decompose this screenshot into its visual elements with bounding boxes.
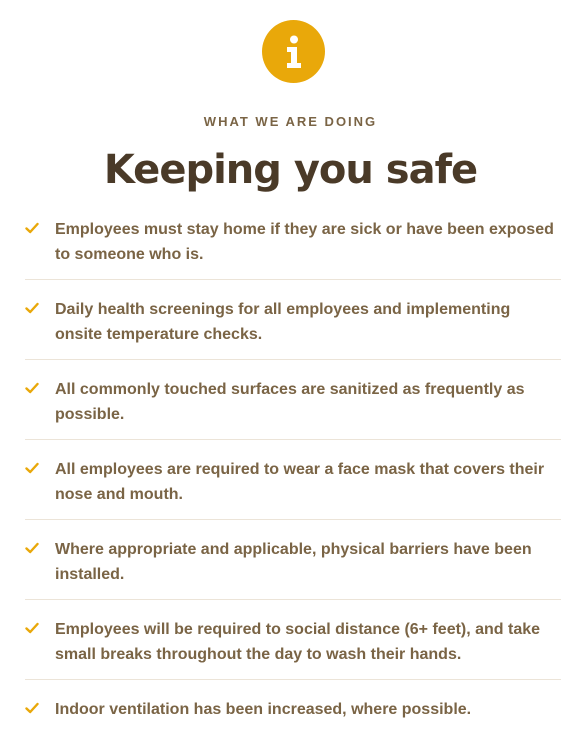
- list-item: [25, 440, 561, 520]
- checkmark-icon: [25, 302, 39, 314]
- list-item-text: Employees must stay home if they are sick or have been exposed to someone who is.: [55, 221, 554, 263]
- safety-measures-list: [25, 200, 561, 746]
- list-item: [25, 280, 561, 360]
- list-item-text: Employees will be required to social distance (6+ feet), and take small breaks throughout the day to wash their hands.: [55, 621, 541, 663]
- info-icon: [262, 20, 325, 83]
- list-item-text: All commonly touched surfaces are sanitized as frequently as possible.: [55, 381, 525, 423]
- list-item-text: All employees are required to wear a face mask that covers their nose and mouth.: [55, 461, 545, 503]
- list-item-text: Indoor ventilation has been increased, where possible.: [55, 701, 472, 718]
- checkmark-icon: [25, 222, 39, 234]
- list-item: [25, 520, 561, 600]
- list-item-text: Daily health screenings for all employees and implementing onsite temperature checks.: [55, 301, 511, 343]
- checkmark-icon: [25, 382, 39, 394]
- checkmark-icon: [25, 542, 39, 554]
- page-title: Keeping you safe: [103, 147, 478, 193]
- section-eyebrow: WHAT WE ARE DOING: [203, 114, 378, 129]
- checkmark-icon: [25, 702, 39, 714]
- list-item: [25, 360, 561, 440]
- list-item: [25, 200, 561, 280]
- info-glyph: [284, 35, 304, 69]
- list-item: [25, 680, 561, 746]
- list-item-text: Where appropriate and applicable, physical barriers have been installed.: [55, 541, 532, 583]
- list-item: [25, 600, 561, 680]
- checkmark-icon: [25, 622, 39, 634]
- checkmark-icon: [25, 462, 39, 474]
